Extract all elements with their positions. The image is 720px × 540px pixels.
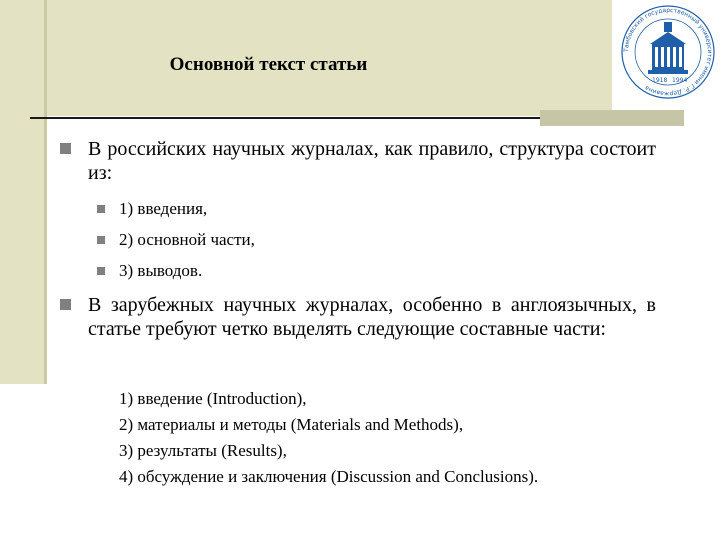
logo-year-left: 1918 (652, 77, 668, 84)
university-logo (612, 0, 720, 116)
bullet-marker (60, 299, 71, 310)
left-decor-bar (0, 0, 47, 384)
numbered-item-1: 1) введение (Introduction), (119, 389, 307, 408)
logo-ring-text: Тамбовский государственный университет имени Г.Р. Державина (622, 6, 714, 98)
bullet-1-text: В российских научных журналах, как правило, структура состоит из: (88, 138, 656, 184)
sub-item-1: 1) введения, (119, 199, 208, 218)
sub-bullet-marker (97, 267, 105, 275)
sub-bullet-marker (97, 205, 105, 213)
sub-bullet-marker (97, 236, 105, 244)
numbered-item-3: 3) результаты (Results), (119, 441, 287, 460)
sub-item-2: 2) основной части, (119, 230, 255, 249)
numbered-item-2: 2) материалы и методы (Materials and Methods), (119, 415, 464, 434)
numbered-item-4: 4) обсуждение и заключения (Discussion and Conclusions). (119, 467, 539, 486)
divider-accent (540, 110, 684, 126)
logo-area (612, 0, 720, 116)
bullet-marker (60, 143, 71, 154)
slide-title: Основной текст статьи (169, 54, 368, 75)
logo-year-right: 1994 (672, 77, 688, 84)
bullet-2-text: В зарубежных научных журналах, особенно в англоязычных, в статье требуют четко выделять следующие составные части: (88, 294, 656, 340)
sub-item-3: 3) выводов. (119, 261, 203, 280)
